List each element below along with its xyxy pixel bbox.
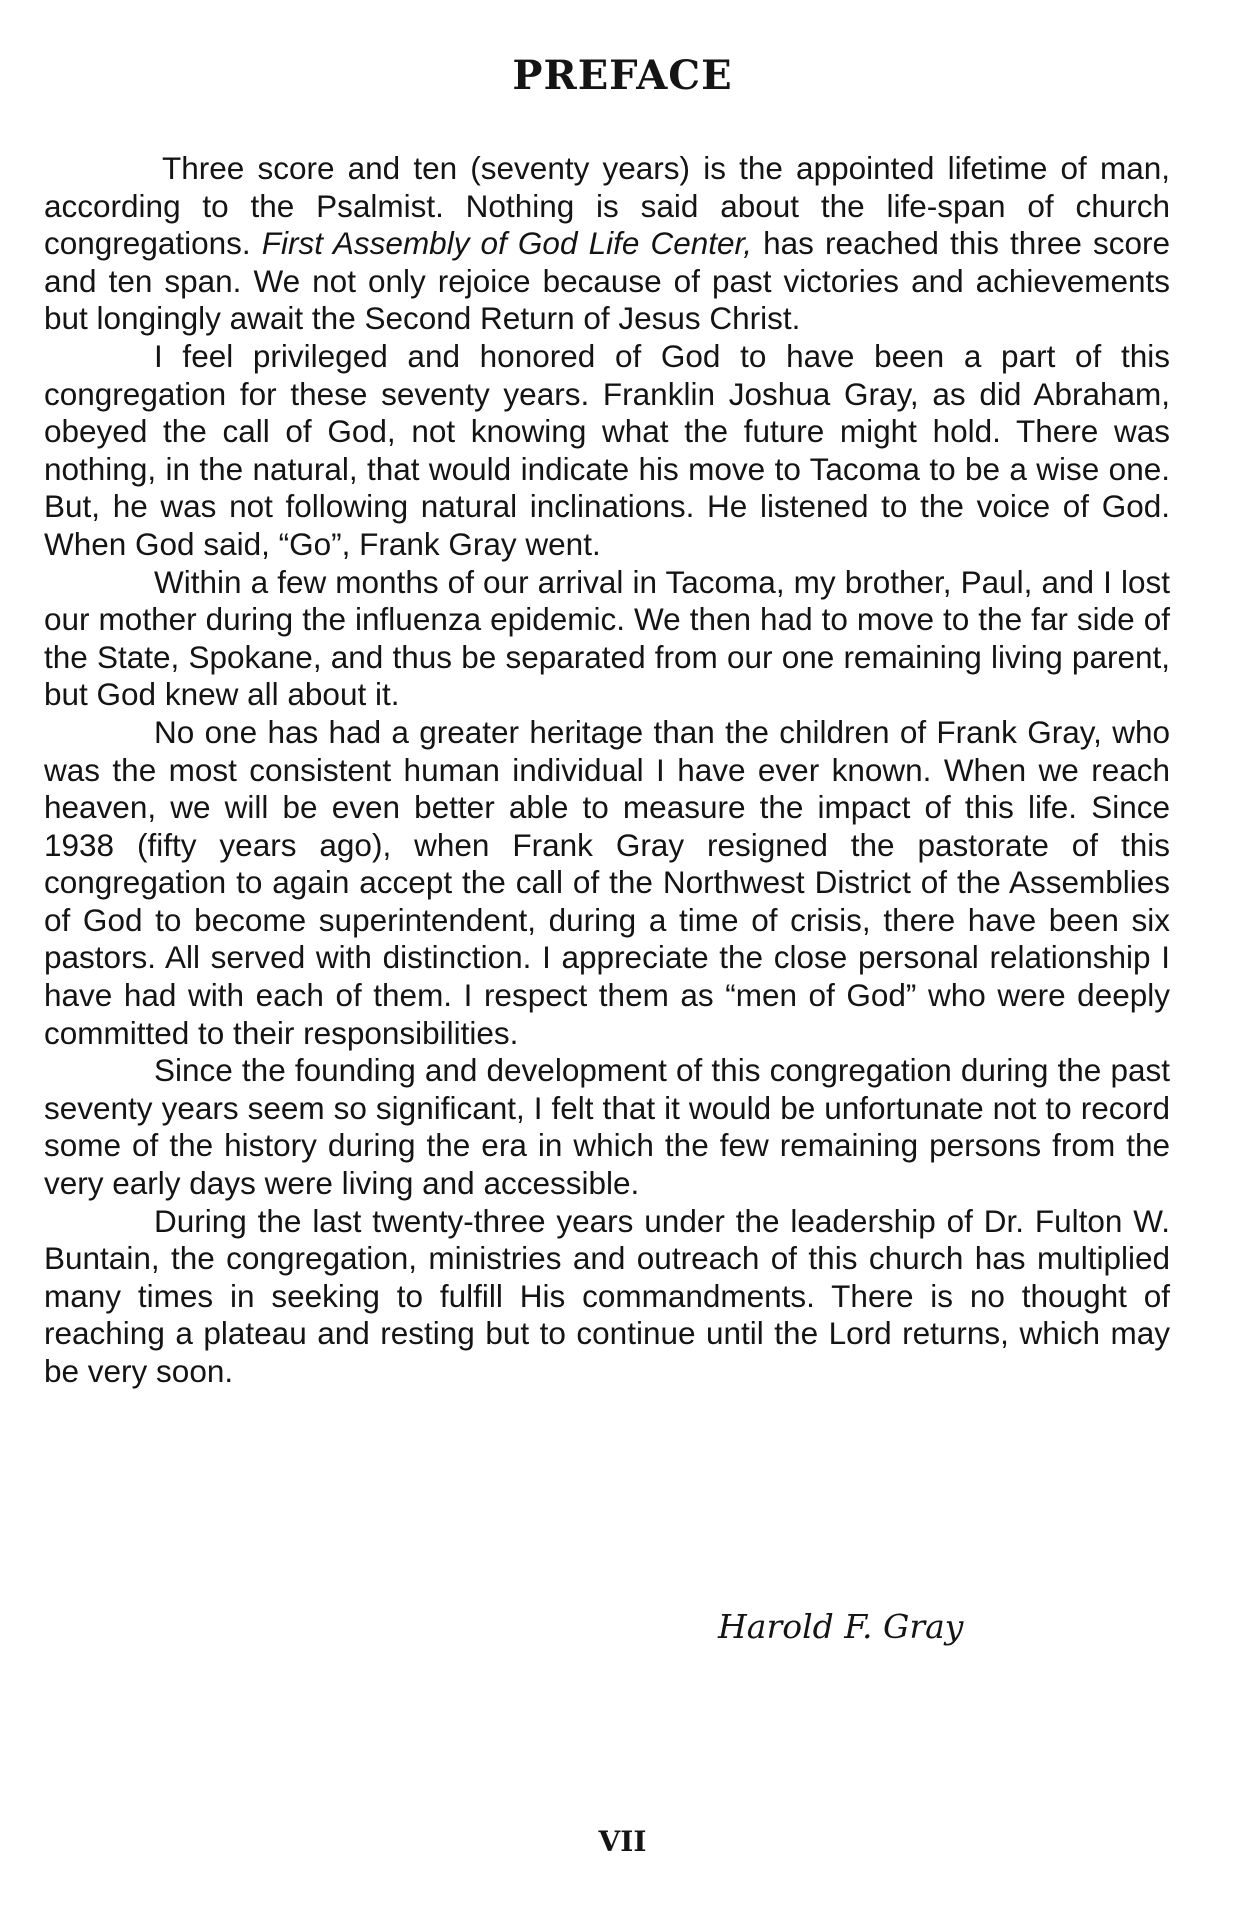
- paragraph-4: No one has had a greater heritage than the children of Frank Gray, who was the most consistent human individual I have ever known. When we reach heaven, we will be even better able to measure the impact of this life. Since 1938 (fifty years ago), when Frank Gray resigned the pastorate of this congregation to again accept the call of the Northwest District of the Assemblies of God to become superintendent, during a time of crisis, there have been six pastors. All served with distinction. I appreciate the close personal relationship I have had with each of them. I respect them as “men of God” who were deeply committed to their responsibilities.: [44, 713, 1170, 1051]
- preface-body: [44, 150, 1170, 1391]
- author-signature: Harold F. Gray: [718, 1607, 964, 1646]
- page-number: VII: [598, 1825, 647, 1858]
- paragraph-1-rest: has reached this three score and ten span. We not only rejoice because of past victories and achievements but longingly await the Second Return of Jesus Christ.: [44, 225, 1170, 337]
- church-name-emphasis: First Assembly of God Life Center,: [261, 225, 753, 262]
- paragraph-6: During the last twenty-three years under the leadership of Dr. Fulton W. Buntain, the congregation, ministries and outreach of this church has multiplied many times in seeking to fulfill His commandments. There is no thought of reaching a plateau and resting but to continue until the Lord returns, which may be very soon.: [44, 1202, 1170, 1389]
- paragraph-1: [44, 150, 1170, 338]
- paragraph-1-intro: Three score and ten (seventy years) is the appointed lifetime of man, according to the Psalmist. Nothing is said about the life-span of church congregations.: [44, 150, 1170, 262]
- page-title: PREFACE: [512, 52, 733, 99]
- paragraph-3: Within a few months of our arrival in Tacoma, my brother, Paul, and I lost our mother during the influenza epidemic. We then had to move to the far side of the State, Spokane, and thus be separated from our one remaining living parent, but God knew all about it.: [44, 563, 1170, 713]
- paragraph-5: Since the founding and development of this congregation during the past seventy years seem so significant, I felt that it would be unfortunate not to record some of the history during the era in which the few remaining persons from the very early days were living and accessible.: [44, 1052, 1170, 1202]
- paragraph-2: I feel privileged and honored of God to have been a part of this congregation for these seventy years. Franklin Joshua Gray, as did Abraham, obeyed the call of God, not knowing what the future might hold. There was nothing, in the natural, that would indicate his move to Tacoma to be a wise one. But, he was not following natural inclinations. He listened to the voice of God. When God said, “Go”, Frank Gray went.: [44, 337, 1170, 562]
